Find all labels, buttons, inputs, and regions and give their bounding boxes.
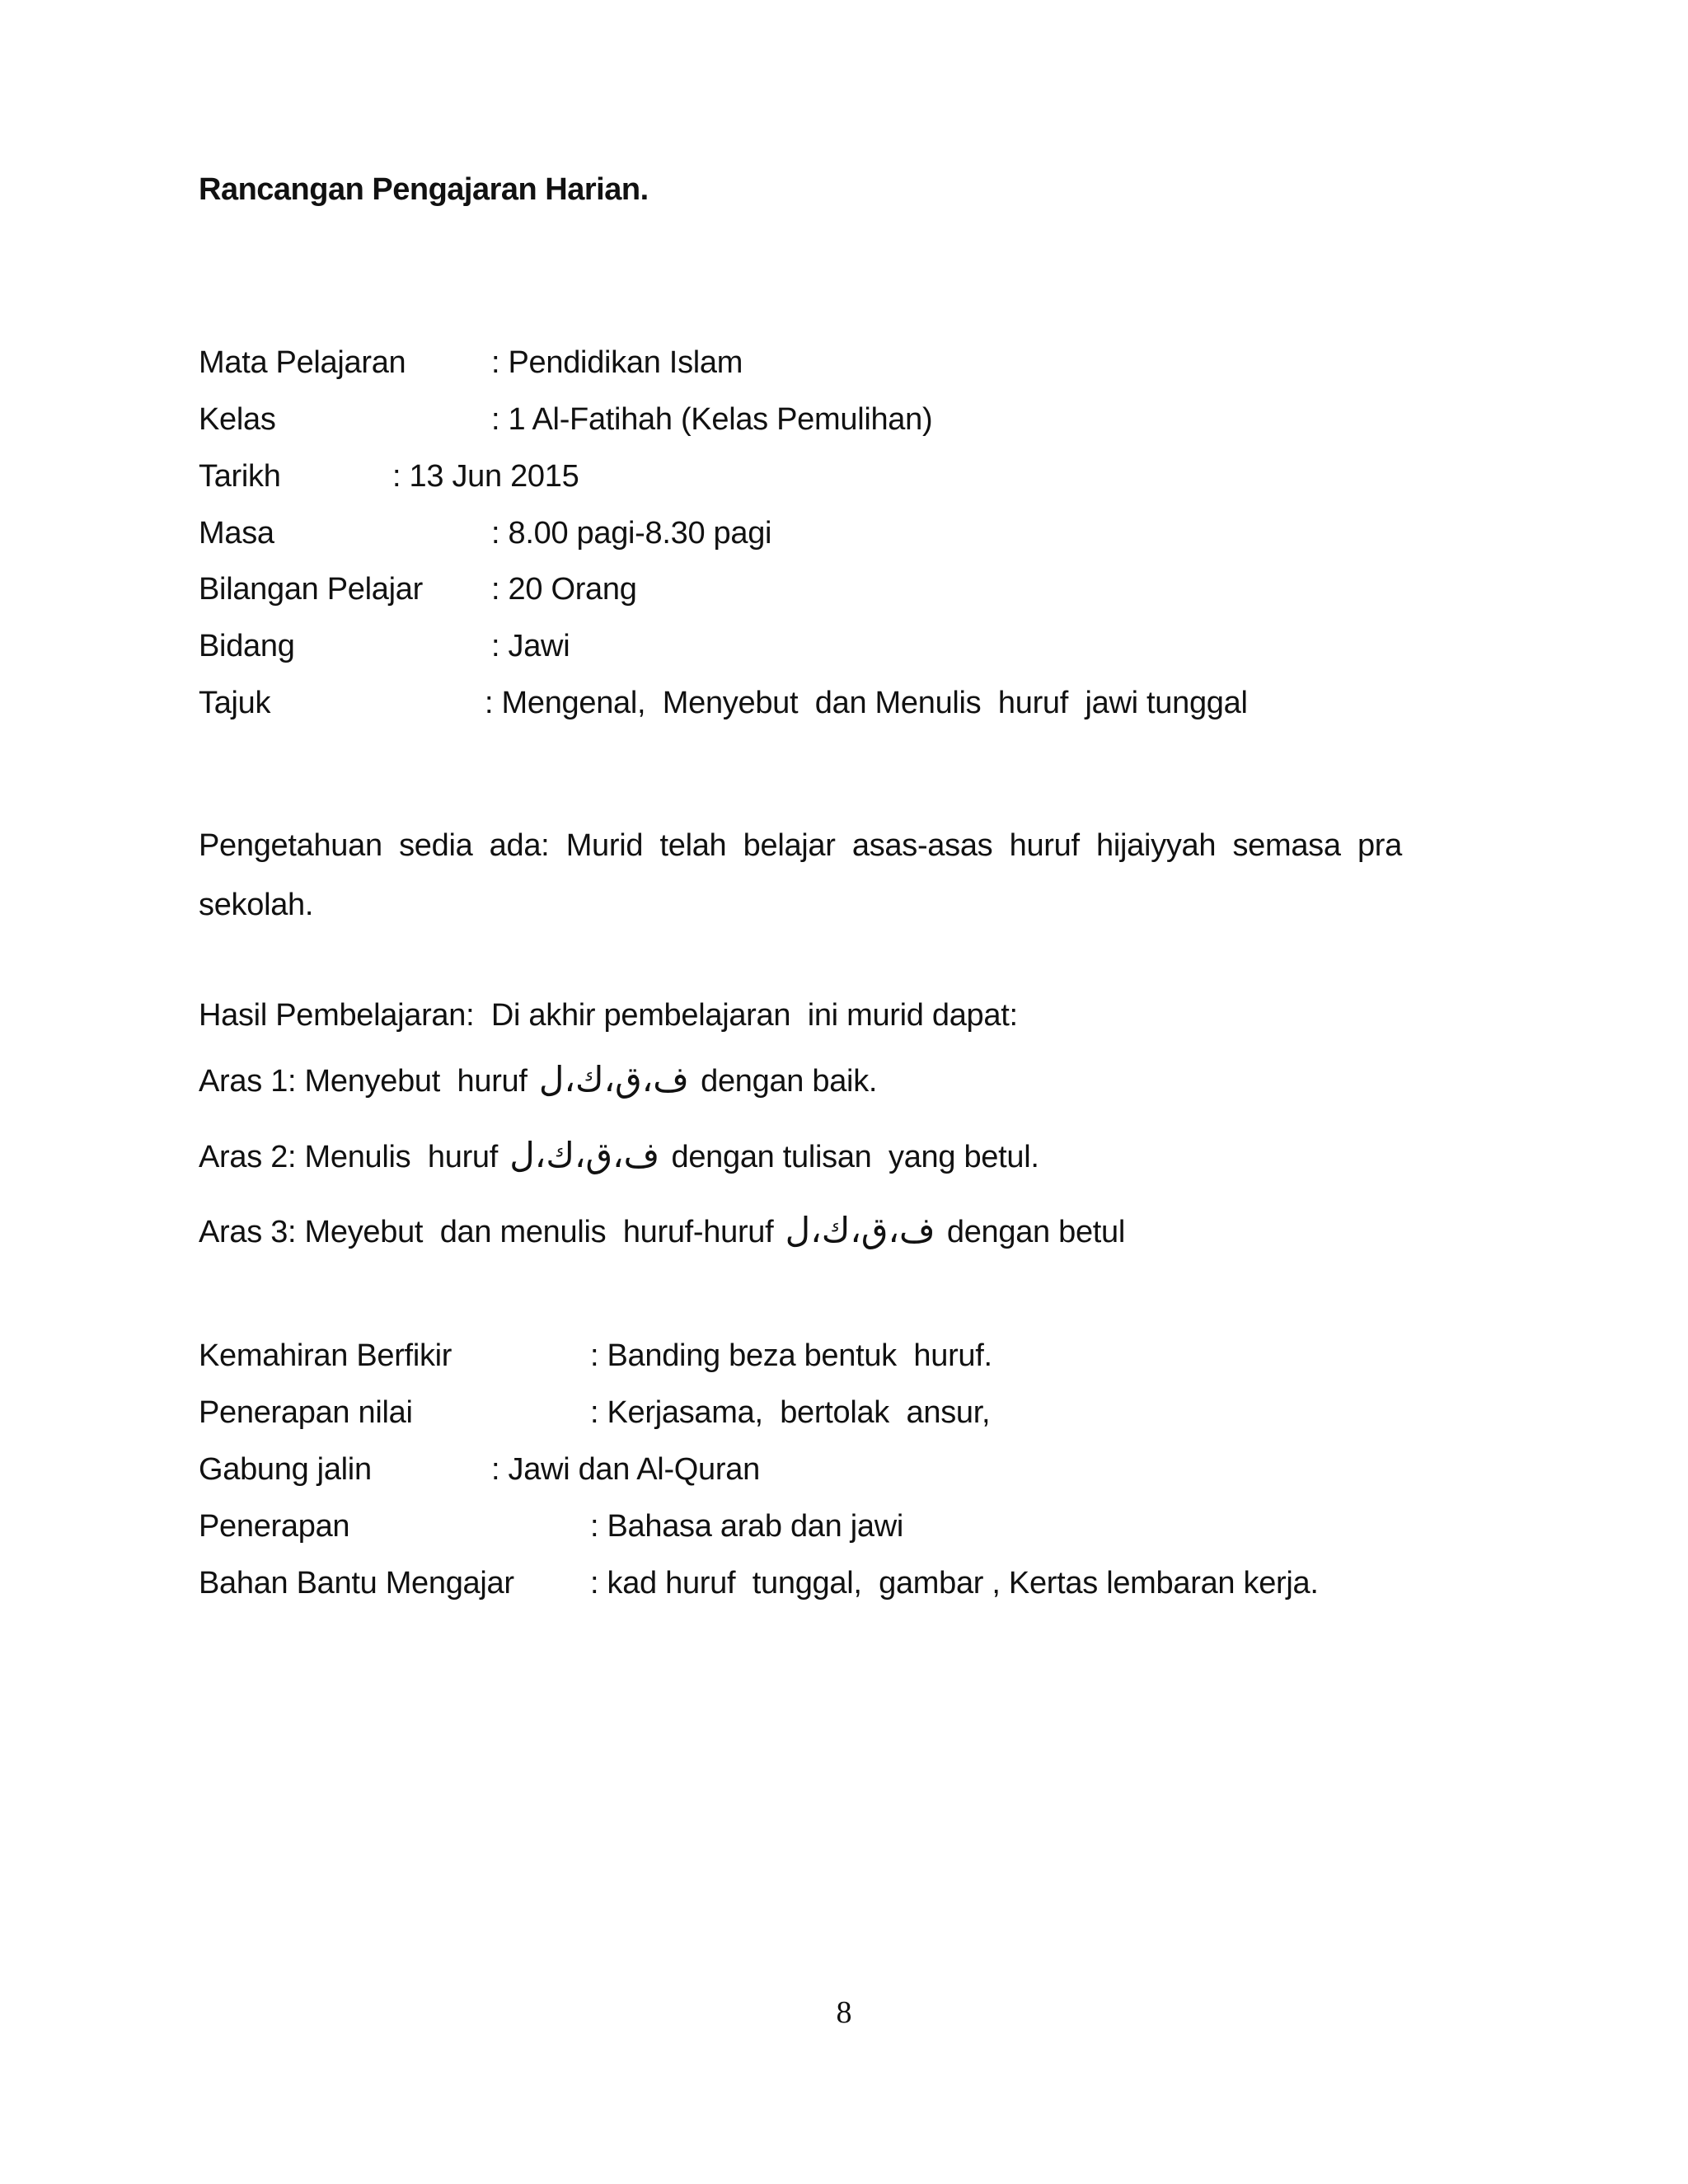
skill-value: : Banding beza bentuk huruf. xyxy=(590,1338,992,1373)
detail-label: Masa xyxy=(199,516,274,551)
outcomes-intro: Hasil Pembelajaran: Di akhir pembelajaran ini murid dapat: xyxy=(199,998,1018,1033)
detail-label: Bilangan Pelajar xyxy=(199,572,423,607)
detail-label: Bidang xyxy=(199,629,295,663)
skill-value: : Kerjasama, bertolak ansur, xyxy=(590,1395,991,1430)
outcome-prefix: Aras 2: Menulis huruf xyxy=(199,1140,499,1174)
page-number: 8 xyxy=(836,1995,852,2030)
skill-value: : Jawi dan Al-Quran xyxy=(491,1452,760,1487)
page-title: Rancangan Pengajaran Harian. xyxy=(199,172,649,207)
detail-value: : 13 Jun 2015 xyxy=(392,459,579,494)
outcome-level-1 xyxy=(199,1059,877,1102)
outcome-prefix: Aras 1: Menyebut huruf xyxy=(199,1064,528,1099)
detail-value: : Mengenal, Menyebut dan Menulis huruf jawi tunggal xyxy=(485,686,1248,720)
outcome-prefix: Aras 3: Meyebut dan menulis huruf-huruf xyxy=(199,1215,774,1249)
outcome-level-3 xyxy=(199,1210,1125,1253)
skill-label: Penerapan nilai xyxy=(199,1395,413,1430)
skill-label: Gabung jalin xyxy=(199,1452,372,1487)
prior-knowledge-paragraph: Pengetahuan sedia ada: Murid telah belajar asas-asas huruf hijaiyyah semasa pra sekolah. xyxy=(199,828,1402,922)
detail-value: : Jawi xyxy=(491,629,570,663)
detail-value: : 8.00 pagi-8.30 pagi xyxy=(491,516,772,551)
skill-value: : Bahasa arab dan jawi xyxy=(590,1509,903,1544)
outcome-suffix: dengan baik. xyxy=(701,1064,878,1099)
skill-value: : kad huruf tunggal, gambar , Kertas lembaran kerja. xyxy=(590,1566,1319,1601)
skill-label: Kemahiran Berfikir xyxy=(199,1338,452,1373)
skill-label: Penerapan xyxy=(199,1509,350,1544)
detail-value: : 1 Al-Fatihah (Kelas Pemulihan) xyxy=(491,402,933,437)
detail-value: : 20 Orang xyxy=(491,572,637,607)
detail-label: Tajuk xyxy=(199,686,271,720)
outcome-level-2 xyxy=(199,1135,1039,1178)
jawi-letters: ف،ق،ك،ل xyxy=(509,1135,660,1175)
outcome-suffix: dengan betul xyxy=(946,1215,1126,1249)
detail-value: : Pendidikan Islam xyxy=(491,345,743,380)
detail-label: Kelas xyxy=(199,402,276,437)
skill-label: Bahan Bantu Mengajar xyxy=(199,1566,514,1601)
jawi-letters: ف،ق،ك،ل xyxy=(785,1210,935,1250)
outcome-suffix: dengan tulisan yang betul. xyxy=(671,1140,1039,1174)
detail-label: Tarikh xyxy=(199,459,281,494)
jawi-letters: ف،ق،ك،ل xyxy=(538,1059,689,1099)
detail-label: Mata Pelajaran xyxy=(199,345,406,380)
